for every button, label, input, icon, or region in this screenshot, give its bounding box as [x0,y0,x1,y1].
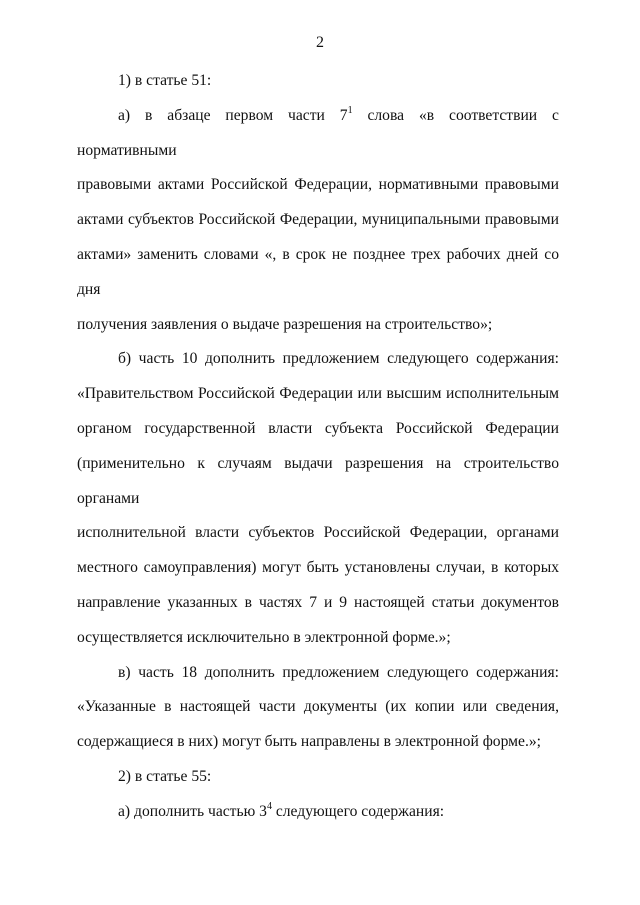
text-line [77,99,559,169]
text-line: направление указанных в частях 7 и 9 настоящей статьи документов [77,593,559,611]
text-line: правовыми актами Российской Федерации, нормативными правовыми [77,176,559,194]
superscript: 4 [266,800,272,812]
text-fragment: а) в абзаце первом части 7 [118,106,348,124]
text-line: 2) в статье 55: [118,767,212,785]
text-line: исполнительной власти субъектов Российской Федерации, органами [77,524,559,542]
text-line: (применительно к случаям выдачи разрешения на строительство органами [77,454,559,507]
text-line: содержащиеся в них) могут быть направлены в электронной форме.»; [77,733,541,751]
text-line: органом государственной власти субъекта Российской Федерации [77,419,559,437]
text-fragment: следующего содержания: [271,802,445,820]
text-line: 1) в статье 51: [118,72,212,89]
document-body [77,64,559,830]
text-line: актами» заменить словами «, в срок не позднее трех рабочих дней со дня [77,245,559,298]
text-line: актами субъектов Российской Федерации, муниципальными правовыми [77,211,559,229]
text-line: осуществляется исключительно в электронной форме.»; [77,628,451,646]
text-line: «Правительством Российской Федерации или высшим исполнительным [77,385,559,403]
text-line: «Указанные в настоящей части документы (их копии или сведения, [77,698,559,716]
text-line: б) часть 10 дополнить предложением следующего содержания: [118,350,559,368]
text-fragment: слова «в соответствии с нормативными [77,106,559,159]
text-line [77,795,559,830]
text-line: местного самоуправления) могут быть установлены случаи, в которых [77,559,559,577]
text-line: получения заявления о выдаче разрешения на строительство»; [77,315,493,333]
page-number: 2 [316,34,324,51]
superscript: 1 [347,104,353,116]
text-line: в) часть 18 дополнить предложением следующего содержания: [118,663,559,681]
text-fragment: а) дополнить частью 3 [118,802,267,820]
